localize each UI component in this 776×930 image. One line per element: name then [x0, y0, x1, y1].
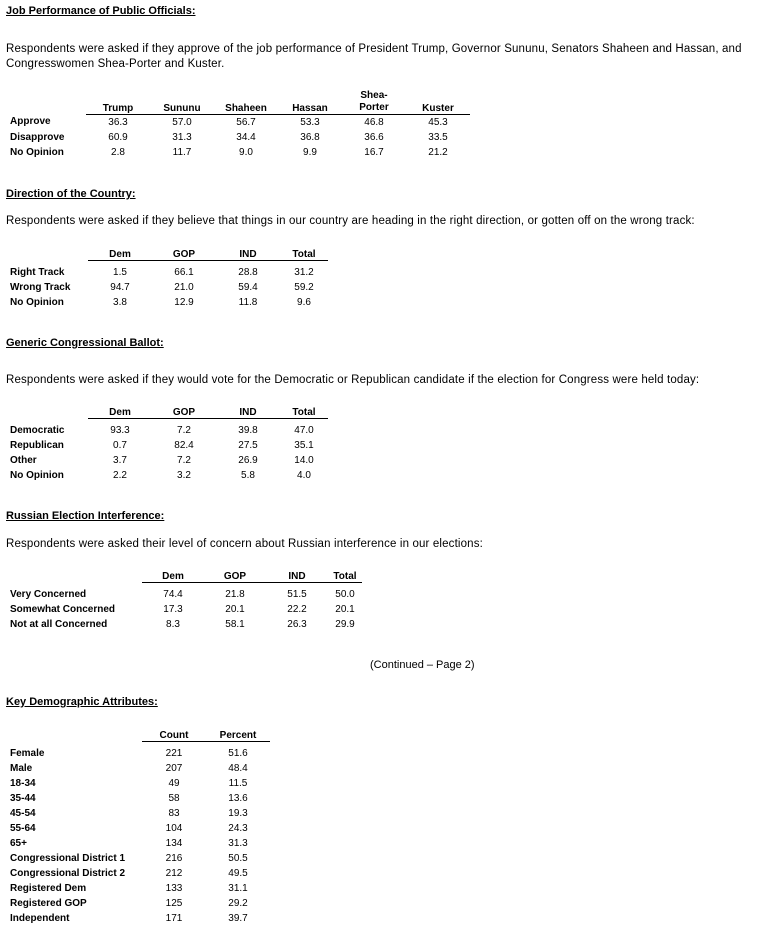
table-row: [10, 295, 328, 310]
table-cell: 27.5: [238, 440, 258, 451]
column-header: Total: [280, 245, 328, 261]
generic-ballot-description: Respondents were asked if they would vote for the Democratic or Republican candidate if the election for Congress were held today:: [6, 374, 700, 386]
table-cell: 2.8: [111, 146, 125, 158]
table-cell: 60.9: [108, 131, 128, 143]
column-header: Dem: [88, 245, 152, 261]
column-header: Dem: [88, 403, 152, 419]
table-cell: 28.8: [238, 267, 258, 278]
table-cell: 12.9: [174, 297, 194, 308]
table-cell: 45.3: [428, 116, 448, 128]
table-cell: 57.0: [172, 116, 192, 128]
table-cell: 125: [165, 898, 183, 909]
table-cell: 7.2: [177, 425, 191, 436]
row-label: No Opinion: [10, 470, 64, 481]
table-cell: 0.7: [113, 440, 127, 451]
table-cell: 58.1: [225, 619, 245, 630]
column-header: GOP: [152, 403, 216, 419]
table-row: [10, 145, 470, 160]
row-label: Somewhat Concerned: [10, 604, 116, 615]
table-cell: 14.0: [294, 455, 314, 466]
table-cell: 50.5: [228, 853, 248, 864]
column-header: Trump: [86, 84, 150, 114]
table-cell: 3.8: [113, 297, 127, 308]
row-label: Female: [10, 748, 45, 759]
table-cell: 47.0: [294, 425, 314, 436]
table-cell: 8.3: [166, 619, 180, 630]
row-label: Male: [10, 763, 33, 774]
table-row: [10, 761, 270, 776]
table-cell: 171: [165, 913, 183, 924]
table-row: [10, 791, 270, 806]
table-cell: 134: [165, 838, 183, 849]
table-cell: 26.3: [287, 619, 307, 630]
row-label: Very Concerned: [10, 589, 87, 600]
table-cell: 207: [165, 763, 183, 774]
table-cell: 36.8: [300, 131, 320, 143]
table-row: [10, 866, 270, 881]
row-label: No Opinion: [10, 297, 64, 308]
table-cell: 20.1: [225, 604, 245, 615]
row-label: 18-34: [10, 778, 36, 789]
table-cell: 83: [168, 808, 180, 819]
table-cell: 46.8: [364, 116, 384, 128]
russian-table: [10, 567, 362, 632]
row-label: 45-54: [10, 808, 36, 819]
table-cell: 11.5: [228, 778, 248, 789]
column-header: Count: [142, 726, 206, 742]
column-header: IND: [266, 567, 328, 583]
table-cell: 13.6: [228, 793, 248, 804]
table-cell: 221: [165, 748, 183, 759]
table-cell: 31.2: [294, 267, 314, 278]
table-cell: 53.3: [300, 116, 320, 128]
row-label: Registered Dem: [10, 883, 87, 894]
table-cell: 21.0: [174, 282, 194, 293]
table-row: [10, 896, 270, 911]
job-performance-table: [10, 84, 470, 160]
table-cell: 21.8: [225, 589, 245, 600]
table-cell: 51.5: [287, 589, 307, 600]
table-row: [10, 806, 270, 821]
table-cell: 59.4: [238, 282, 258, 293]
job-performance-heading: Job Performance of Public Officials:: [6, 5, 196, 17]
table-cell: 82.4: [174, 440, 194, 451]
table-row: [10, 587, 362, 602]
table-cell: 48.4: [228, 763, 248, 774]
table-row: [10, 468, 328, 483]
table-cell: 7.2: [177, 455, 191, 466]
table-row: [10, 746, 270, 761]
job-performance-description: Respondents were asked if they approve of the job performance of President Trump, Governor Sununu, Senators Shaheen and Hassan, and Congresswomen Shea-Porter and Kuster.: [6, 43, 742, 70]
table-cell: 4.0: [297, 470, 311, 481]
row-label: No Opinion: [10, 146, 64, 158]
table-cell: 11.8: [238, 297, 258, 308]
table-cell: 66.1: [174, 267, 194, 278]
table-row: [10, 602, 362, 617]
table-cell: 94.7: [110, 282, 130, 293]
table-cell: 9.0: [239, 146, 253, 158]
row-label: Disapprove: [10, 131, 65, 143]
table-row: [10, 851, 270, 866]
russian-description: Respondents were asked their level of concern about Russian interference in our elections:: [6, 538, 483, 550]
row-label: 65+: [10, 838, 27, 849]
table-cell: 34.4: [236, 131, 256, 143]
table-row: [10, 776, 270, 791]
row-label: Wrong Track: [10, 282, 71, 293]
table-cell: 56.7: [236, 116, 256, 128]
row-label: Democratic: [10, 425, 65, 436]
table-row: [10, 265, 328, 280]
row-label: Registered GOP: [10, 898, 87, 909]
table-cell: 19.3: [228, 808, 248, 819]
column-header: IND: [216, 403, 280, 419]
table-cell: 20.1: [335, 604, 355, 615]
table-row: [10, 881, 270, 896]
column-header: Shaheen: [214, 84, 278, 114]
column-header: Percent: [206, 726, 270, 742]
table-row: [10, 836, 270, 851]
table-cell: 9.6: [297, 297, 311, 308]
row-label: Other: [10, 455, 37, 466]
demographics-heading: Key Demographic Attributes:: [6, 696, 158, 708]
row-label: Right Track: [10, 267, 65, 278]
table-cell: 3.7: [113, 455, 127, 466]
table-cell: 212: [165, 868, 183, 879]
table-cell: 21.2: [428, 146, 448, 158]
table-cell: 36.6: [364, 131, 384, 143]
table-row: [10, 280, 328, 295]
table-cell: 31.3: [228, 838, 248, 849]
table-cell: 2.2: [113, 470, 127, 481]
column-header: Kuster: [406, 84, 470, 114]
table-row: [10, 821, 270, 836]
table-cell: 49: [168, 778, 180, 789]
table-cell: 3.2: [177, 470, 191, 481]
table-cell: 39.7: [228, 913, 248, 924]
table-cell: 26.9: [238, 455, 258, 466]
column-header: Total: [280, 403, 328, 419]
continued-note: (Continued – Page 2): [370, 659, 475, 671]
table-cell: 59.2: [294, 282, 314, 293]
table-cell: 31.1: [228, 883, 248, 894]
table-cell: 33.5: [428, 131, 448, 143]
column-header: GOP: [204, 567, 266, 583]
table-cell: 31.3: [172, 131, 192, 143]
table-cell: 49.5: [228, 868, 248, 879]
row-label: 55-64: [10, 823, 36, 834]
column-header: Hassan: [278, 84, 342, 114]
table-cell: 35.1: [294, 440, 314, 451]
row-label: Approve: [10, 116, 51, 128]
table-cell: 24.3: [228, 823, 248, 834]
demographics-table: [10, 726, 270, 926]
table-row: [10, 453, 328, 468]
column-header: Total: [328, 567, 362, 583]
column-header: IND: [216, 245, 280, 261]
table-cell: 36.3: [108, 116, 128, 128]
russian-heading: Russian Election Interference:: [6, 510, 165, 522]
generic-ballot-table: [10, 403, 328, 483]
column-header-porter: Porter: [359, 101, 389, 113]
table-cell: 58: [168, 793, 180, 804]
table-cell: 11.7: [172, 146, 192, 158]
row-label: Congressional District 1: [10, 853, 126, 864]
table-cell: 1.5: [113, 267, 127, 278]
table-cell: 29.9: [335, 619, 355, 630]
table-cell: 39.8: [238, 425, 258, 436]
table-cell: 51.6: [228, 748, 248, 759]
table-row: [10, 617, 362, 632]
row-label: Independent: [10, 913, 70, 924]
table-row: [10, 114, 470, 130]
column-header: Dem: [142, 567, 204, 583]
row-label: 35-44: [10, 793, 36, 804]
table-cell: 93.3: [110, 425, 130, 436]
row-label: Not at all Concerned: [10, 619, 108, 630]
table-row: [10, 911, 270, 926]
table-cell: 50.0: [335, 589, 355, 600]
table-row: [10, 438, 328, 453]
table-cell: 22.2: [287, 604, 307, 615]
table-cell: 216: [165, 853, 183, 864]
table-cell: 133: [165, 883, 183, 894]
row-label: Congressional District 2: [10, 868, 126, 879]
column-header: [342, 84, 406, 114]
column-header: GOP: [152, 245, 216, 261]
direction-description: Respondents were asked if they believe that things in our country are heading in the right direction, or gotten off on the wrong track:: [6, 215, 695, 227]
column-header: Sununu: [150, 84, 214, 114]
table-row: [10, 423, 328, 438]
table-row: [10, 130, 470, 145]
table-cell: 17.3: [163, 604, 183, 615]
row-label: Republican: [10, 440, 64, 451]
direction-heading: Direction of the Country:: [6, 188, 136, 200]
column-header-shea: Shea-: [360, 89, 388, 101]
table-cell: 9.9: [303, 146, 317, 158]
generic-ballot-heading: Generic Congressional Ballot:: [6, 337, 164, 349]
direction-table: [10, 245, 328, 310]
table-cell: 5.8: [241, 470, 255, 481]
table-cell: 104: [165, 823, 183, 834]
table-cell: 16.7: [364, 146, 384, 158]
table-cell: 29.2: [228, 898, 248, 909]
table-cell: 74.4: [163, 589, 183, 600]
